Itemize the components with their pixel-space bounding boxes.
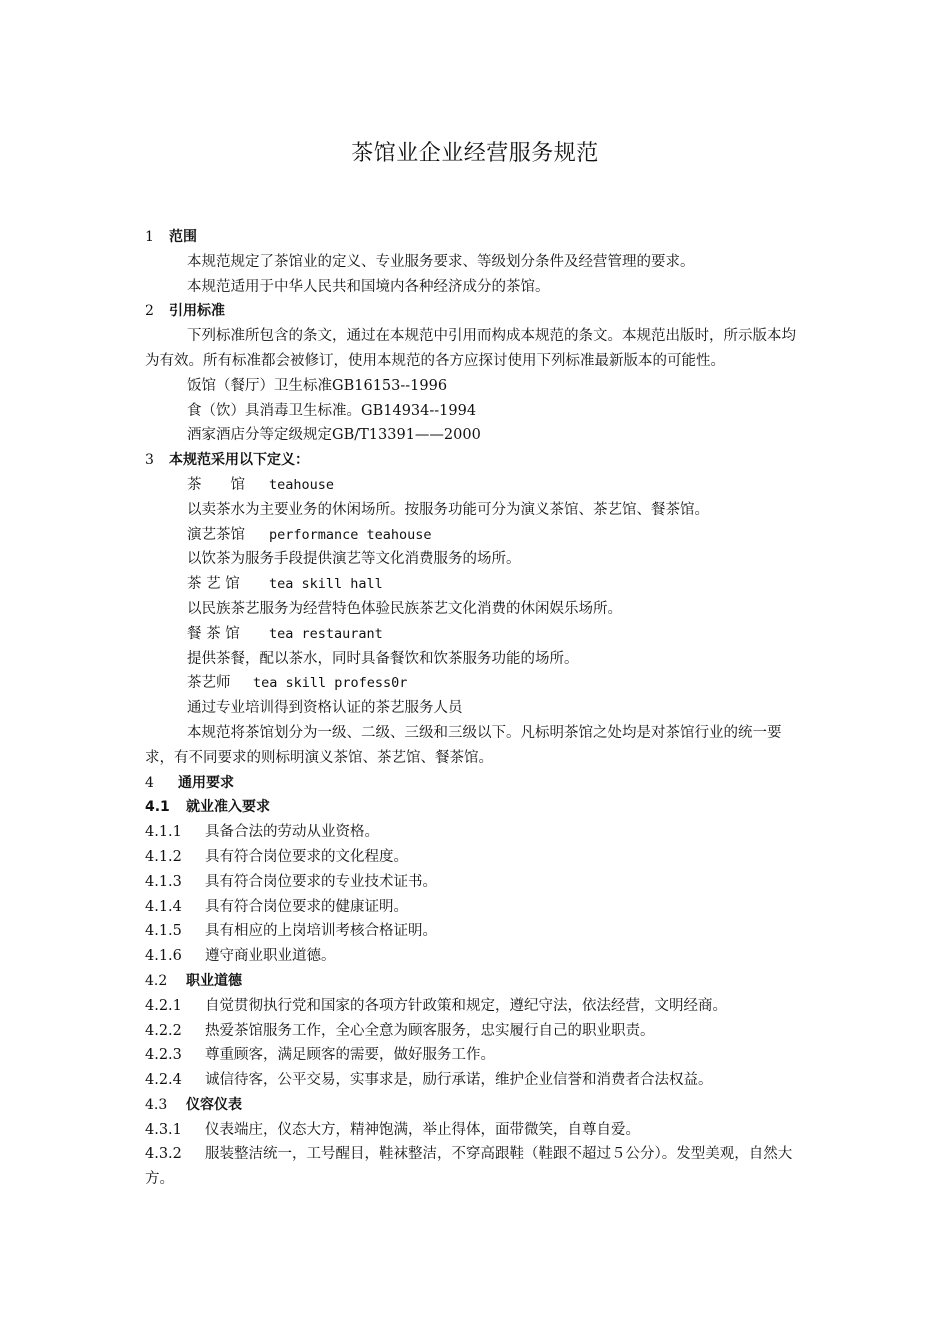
clause-text: 具有符合岗位要求的专业技术证书。 bbox=[205, 873, 437, 890]
definition-description: 以民族茶艺服务为经营特色体验民族茶艺文化消费的休闲娱乐场所。 bbox=[187, 600, 622, 617]
paragraph: 下列标准所包含的条文，通过在本规范中引用而构成本规范的条文。本规范出版时，所示版本均为有效。所有标准都会被修订，使用本规范的各方应探讨使用下列标准最新版本的可能性。 bbox=[145, 328, 796, 369]
clause bbox=[145, 1118, 809, 1143]
section-number: 4 bbox=[145, 774, 154, 791]
term-zh: 茶 艺 馆 bbox=[187, 576, 240, 593]
paragraph: 本规范适用于中华人民共和国境内各种经济成分的茶馆。 bbox=[187, 278, 550, 295]
clause bbox=[145, 895, 809, 920]
clause-text: 具有符合岗位要求的文化程度。 bbox=[205, 848, 408, 865]
clause-number: 4.3.1 bbox=[145, 1121, 182, 1138]
section-number: 1 bbox=[145, 229, 154, 245]
term-en: tea skill hall bbox=[269, 576, 383, 593]
definition-description: 以卖茶水为主要业务的休闲场所。按服务功能可分为演义茶馆、茶艺馆、餐茶馆。 bbox=[187, 501, 709, 518]
subsection-4-1-heading bbox=[145, 795, 809, 820]
section-title: 引用标准 bbox=[169, 303, 225, 320]
clause bbox=[145, 1043, 809, 1068]
section-title: 范围 bbox=[169, 229, 197, 245]
definition-description: 以饮茶为服务手段提供演艺等文化消费服务的场所。 bbox=[187, 551, 521, 568]
term-zh: 茶艺师 bbox=[187, 675, 231, 692]
definition-term bbox=[145, 671, 809, 696]
subsection-4-2-heading bbox=[145, 969, 809, 994]
clause-text: 热爱茶馆服务工作，全心全意为顾客服务，忠实履行自己的职业职责。 bbox=[205, 1022, 655, 1039]
term-zh: 餐 茶 馆 bbox=[187, 625, 240, 642]
definition-term bbox=[145, 572, 809, 597]
subsection-4-3-heading bbox=[145, 1093, 809, 1118]
clause-number: 4.1.5 bbox=[145, 923, 182, 940]
clause-number: 4.2.2 bbox=[145, 1022, 182, 1039]
clause bbox=[145, 1142, 809, 1192]
clause-number: 4.2.3 bbox=[145, 1047, 182, 1064]
clause bbox=[145, 845, 809, 870]
subsection-title: 仪容仪表 bbox=[186, 1096, 242, 1113]
paragraph: 本规范将茶馆划分为一级、二级、三级和三级以下。凡标明茶馆之处均是对茶馆行业的统一要求，有不同要求的则标明演义茶馆、茶艺馆、餐茶馆。 bbox=[145, 724, 782, 766]
clause-text: 具备合法的劳动从业资格。 bbox=[205, 824, 379, 841]
clause-text: 具有相应的上岗培训考核合格证明。 bbox=[205, 923, 437, 940]
clause bbox=[145, 919, 809, 944]
section-number: 3 bbox=[145, 452, 154, 469]
definition-term bbox=[145, 473, 809, 498]
term-en: tea skill profess0r bbox=[253, 675, 408, 692]
clause-text: 服装整洁统一，工号醒目，鞋袜整洁，不穿高跟鞋（鞋跟不超过５公分）。发型美观，自然大方。 bbox=[145, 1146, 793, 1188]
section-title: 通用要求 bbox=[178, 774, 234, 791]
subsection-number: 4.1 bbox=[145, 799, 170, 816]
clause bbox=[145, 1019, 809, 1044]
subsection-number: 4.3 bbox=[145, 1096, 168, 1113]
definition-description: 通过专业培训得到资格认证的茶艺服务人员 bbox=[187, 700, 463, 717]
clause-number: 4.1.6 bbox=[145, 948, 182, 965]
term-en: performance teahouse bbox=[269, 526, 432, 543]
clause-number: 4.3.2 bbox=[145, 1146, 182, 1163]
clause-text: 具有符合岗位要求的健康证明。 bbox=[205, 898, 408, 915]
section-4-heading bbox=[145, 771, 809, 796]
document-body bbox=[145, 225, 809, 1192]
clause bbox=[145, 994, 809, 1019]
clause-text: 遵守商业职业道德。 bbox=[205, 948, 336, 965]
term-en: tea restaurant bbox=[269, 625, 383, 642]
clause bbox=[145, 870, 809, 895]
clause-number: 4.1.4 bbox=[145, 898, 182, 915]
clause-number: 4.2.1 bbox=[145, 997, 182, 1014]
section-2-heading bbox=[145, 299, 809, 324]
clause bbox=[145, 820, 809, 845]
subsection-title: 就业准入要求 bbox=[186, 799, 270, 816]
clause bbox=[145, 1068, 809, 1093]
section-1-heading bbox=[145, 225, 809, 250]
clause bbox=[145, 944, 809, 969]
section-number: 2 bbox=[145, 303, 154, 320]
subsection-number: 4.2 bbox=[145, 972, 168, 989]
term-zh: 演艺茶馆 bbox=[187, 526, 245, 543]
definition-description: 提供茶餐，配以茶水，同时具备餐饮和饮茶服务功能的场所。 bbox=[187, 650, 579, 667]
reference-standard: 饭馆（餐厅）卫生标准GB16153--1996 bbox=[187, 377, 448, 394]
clause-number: 4.1.3 bbox=[145, 873, 182, 890]
clause-number: 4.1.1 bbox=[145, 824, 182, 841]
section-title: 本规范采用以下定义： bbox=[169, 452, 309, 469]
definition-term bbox=[145, 622, 809, 647]
definition-term bbox=[145, 523, 809, 548]
paragraph: 本规范规定了茶馆业的定义、专业服务要求、等级划分条件及经营管理的要求。 bbox=[187, 253, 695, 270]
reference-standard: 酒家酒店分等定级规定GB/T13391——2000 bbox=[187, 427, 481, 444]
clause-text: 尊重顾客，满足顾客的需要，做好服务工作。 bbox=[205, 1047, 495, 1064]
term-en: teahouse bbox=[269, 476, 335, 493]
reference-standard: 食（饮）具消毒卫生标准。GB14934--1994 bbox=[187, 402, 477, 419]
section-3-heading bbox=[145, 448, 809, 473]
subsection-title: 职业道德 bbox=[186, 972, 242, 989]
document-title: 茶馆业企业经营服务规范 bbox=[351, 141, 599, 166]
clause-text: 仪表端庄，仪态大方，精神饱满，举止得体，面带微笑，自尊自爱。 bbox=[205, 1121, 640, 1138]
clause-text: 诚信待客，公平交易，实事求是，励行承诺，维护企业信誉和消费者合法权益。 bbox=[205, 1072, 713, 1089]
term-zh: 茶 馆 bbox=[187, 476, 245, 493]
clause-text: 自觉贯彻执行党和国家的各项方针政策和规定，遵纪守法，依法经营，文明经商。 bbox=[205, 997, 727, 1014]
clause-number: 4.1.2 bbox=[145, 848, 182, 865]
clause-number: 4.2.4 bbox=[145, 1072, 182, 1089]
